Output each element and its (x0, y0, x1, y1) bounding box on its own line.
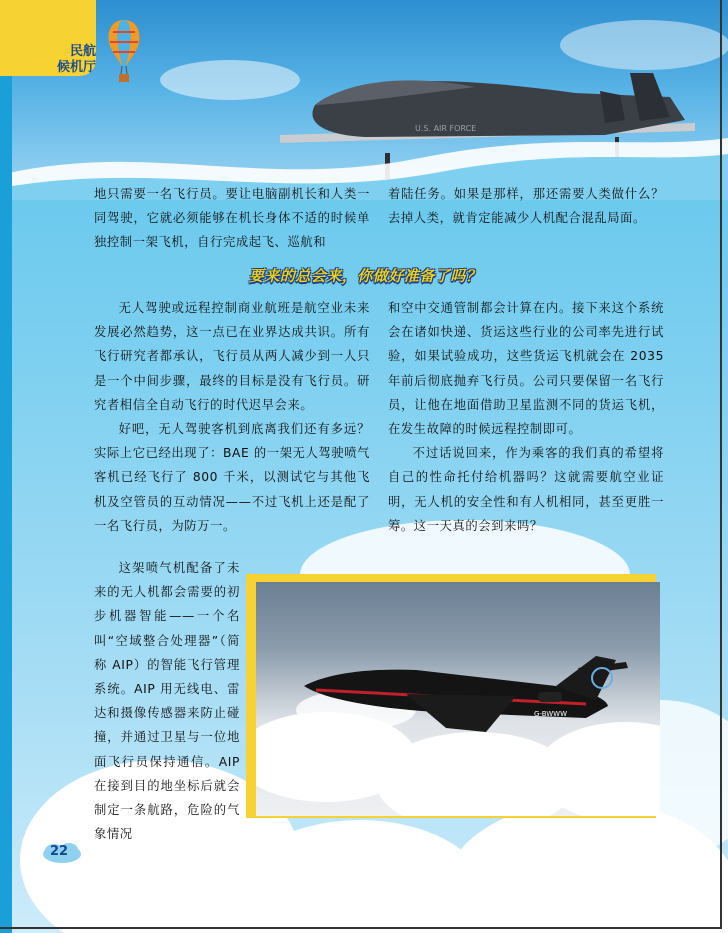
section-label-line1: 民航 (69, 44, 96, 59)
paragraph: 和空中交通管制都会计算在内。接下来这个系统会在诸如快递、货运这些行业的公司率先进行试验，如果试验成功，这些货运飞机就会在 2035 年前后彻底抛弃飞行员。公司只要保留一名飞行员，让他在地面借助卫星监测不同的货运飞机，在发生故障的时候远程控制即可。 (388, 301, 664, 437)
top-text-right (388, 182, 664, 230)
jet-aircraft (256, 582, 660, 816)
top-text-left (94, 182, 370, 255)
paragraph: 着陆任务。如果是那样，那还需要人类做什么？去掉人类，就肯定能减少人机配合混乱局面。 (388, 187, 664, 226)
paragraph: 好吧，无人驾驶客机到底离我们还有多远？实际上它已经出现了：BAE 的一架无人驾驶喷气客机已经飞行了 800 千米，以测试它与其他飞机及空管员的互动情况——不过飞机上还是配了一名飞行员，为防万一。 (94, 422, 370, 533)
paragraph: 无人驾驶或远程控制商业航班是航空业未来发展必然趋势，这一点已在业界达成共识。所有飞行研究者都承认，飞行员从两人减少到一人只是一个中间步骤，最终的目标是没有飞行员。研究者相信全自动飞行的时代迟早会来。 (94, 301, 370, 412)
page-number-badge (42, 842, 82, 864)
hot-air-balloon-icon (104, 18, 144, 84)
left-column-narrow (94, 556, 240, 846)
paragraph: 地只需要一名飞行员。要让电脑副机长和人类一同驾驶，它就必须能够在机长身体不适的时候单独控制一架飞机，自行完成起飞、巡航和 (94, 187, 370, 250)
banner-cloud (560, 20, 728, 70)
section-label-line2: 候机厅 (56, 60, 96, 75)
jet-photo (256, 582, 660, 816)
section-label (48, 44, 96, 76)
aircraft-registration: G-BWWW (534, 710, 568, 718)
section-heading: 要来的总会来，你做好准备了吗？ (248, 267, 482, 285)
page-number: 22 (50, 844, 69, 859)
right-column (388, 296, 664, 538)
left-edge-strip (0, 0, 12, 933)
drone-tail-text: U.S. AIR FORCE (415, 124, 477, 133)
paragraph: 这架喷气机配备了未来的无人机都会需要的初步机器智能——一个名叫“空域整合处理器”（简称 AIP）的智能飞行管理系统。AIP 用无线电、雷达和摄像传感器来防止碰撞，并通过卫星与一位地面飞行员保持通信。AIP 在接到目的地坐标后就会制定一条航路，危险的气象情况 (94, 561, 240, 842)
paragraph: 不过话说回来，作为乘客的我们真的希望将自己的性命托付给机器吗？这就需要航空业证明，无人机的安全性和有人机相同，甚至更胜一筹。这一天真的会到来吗？ (388, 446, 664, 533)
left-column (94, 296, 370, 538)
